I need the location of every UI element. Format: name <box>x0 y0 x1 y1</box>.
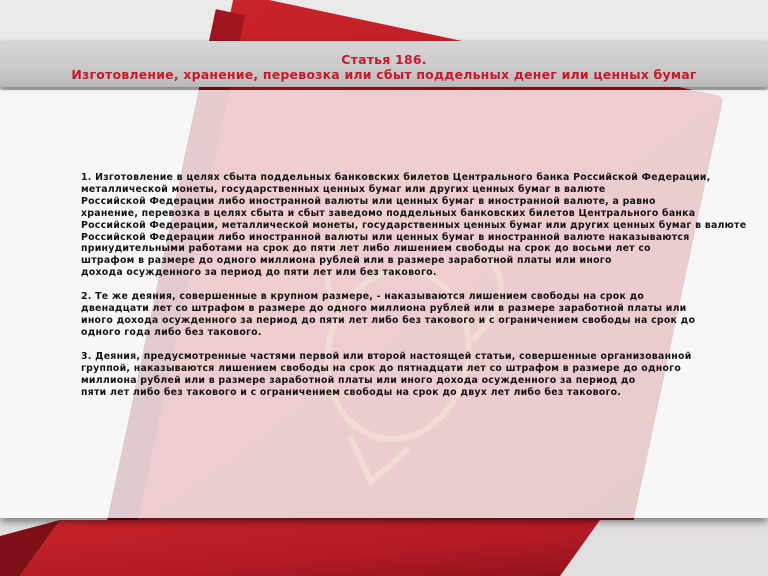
article-body <box>81 172 747 410</box>
paragraph-3 <box>81 351 741 399</box>
paragraph-1 <box>81 172 747 279</box>
text-line: 1. Изготовление в целях сбыта поддельных банковских билетов Центрального банка Российской Федерации, <box>81 172 711 183</box>
paragraph-2 <box>81 291 741 339</box>
text-line: миллиона рублей или в размере заработной платы или иного дохода осужденного за период до <box>81 374 636 386</box>
text-line: одного года либо без такового. <box>81 326 262 338</box>
text-line: группой, наказываются лишением свободы на срок до пятнадцати лет со штрафом в размере до одного <box>81 362 682 374</box>
article-title-bar <box>0 41 768 87</box>
text-line: Российской Федерации, металлической монеты, государственных ценных бумаг или других ценных бумаг в валюте <box>81 219 747 231</box>
text-line: принудительными работами на срок до пяти лет либо лишением свободы на срок до восьми лет со <box>81 243 651 255</box>
text-line: 3. Деяния, предусмотренные частями первой или второй настоящей статьи, совершенные организованной <box>81 350 692 362</box>
article-number: Статья 186. <box>341 52 427 67</box>
text-line: иного дохода осужденного за период до пяти лет либо без такового и с ограничением свободы на срок до <box>81 314 696 326</box>
text-line: хранение, перевозка в целях сбыта и сбыт заведомо поддельных банковских билетов Центрального банка <box>81 207 696 219</box>
article-heading: Изготовление, хранение, перевозка или сбыт поддельных денег или ценных бумаг <box>71 67 697 82</box>
text-line: Российской Федерации либо иностранной валюты или ценных бумаг в иностранной валюте, а равно <box>81 195 656 207</box>
text-line: дохода осужденного за период до пяти лет или без такового. <box>81 267 437 279</box>
text-line: металлической монеты, государственных ценных бумаг или других ценных бумаг в валюте <box>81 183 606 195</box>
text-line: штрафом в размере до одного миллиона рублей или в размере заработной платы или иного <box>81 255 612 267</box>
text-line: пяти лет либо без такового и с ограничением свободы на срок до двух лет либо без такового. <box>81 386 622 398</box>
text-line: 2. Те же деяния, совершенные в крупном размере, - наказываются лишением свободы на срок до <box>81 291 645 303</box>
text-line: двенадцати лет со штрафом в размере до одного миллиона рублей или в размере заработной платы или <box>81 303 687 315</box>
text-line: Российской Федерации либо иностранной валюты или ценных бумаг в иностранной валюте наказываются <box>81 231 690 243</box>
